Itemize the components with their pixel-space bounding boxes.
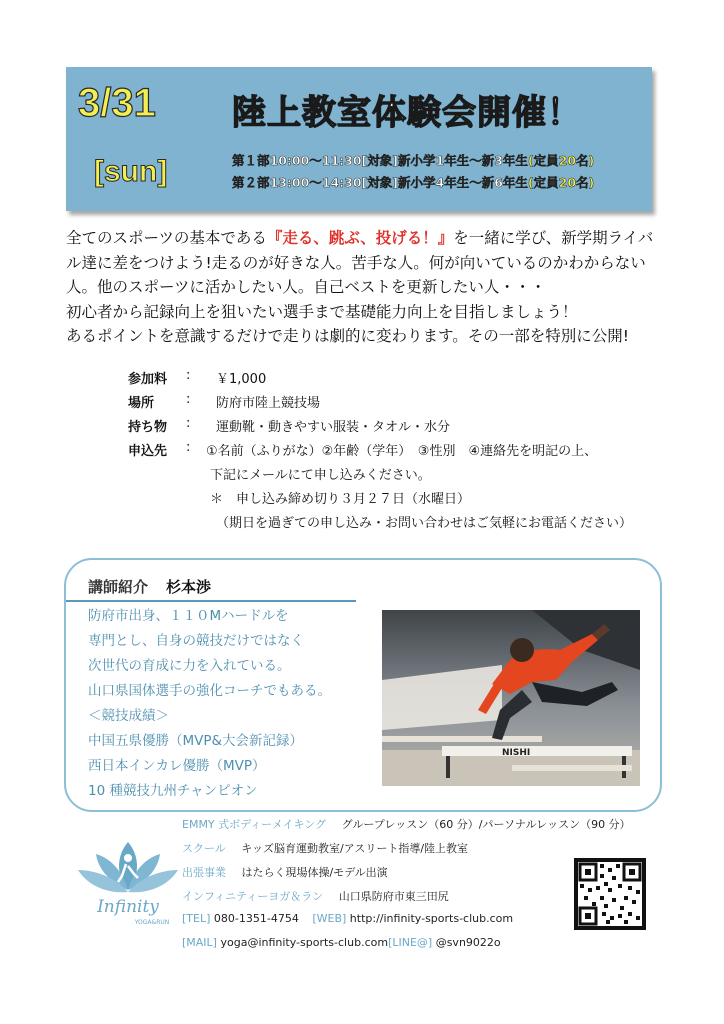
intro-text [66,226,666,349]
bio-line: 山口県国体選手の強化コーチでもある。 [88,683,331,699]
session-2-capacity: (定員20名) [527,175,595,190]
apply-label: 申込先 [128,444,168,459]
place-value: 防府市陸上競技場 [216,396,321,411]
event-title: 陸上教室体験会開催！ [232,93,582,133]
intro-highlight: 『走る、跳ぶ、投げる！』 [266,229,454,247]
deadline: ＊ 申し込み締め切り３月２７日（水曜日） [210,492,471,507]
line-id[interactable]: @svn9022o [435,936,501,949]
bio-line: 10 種競技九州チャンピオン [88,783,258,799]
hurdler-image [382,610,640,786]
intro-pre: 全てのスポーツの基本である [66,229,267,247]
items-label: 持ち物 [128,420,168,435]
footer-contact [182,912,513,925]
items-value: 運動靴・動きやすい服装・タオル・水分 [216,420,451,435]
session-2-text: 第２部13:00～14:30[対象]新小学4年生～新6年生 [232,175,528,190]
mail-link[interactable]: yoga@infinity-sports-club.com [220,936,389,949]
apply-value-2: 下記にメールにて申し込みください。 [210,468,431,483]
mail-label: [MAIL] [182,936,217,949]
org-address: 山口県防府市東三田尻 [338,890,449,903]
trip-value: はたらく現場体操/モデル出演 [241,866,388,879]
emmy-value: グループレッスン（60 分）/パーソナルレッスン（90 分） [341,818,631,831]
footer-trip [182,864,388,880]
apply-colon: : [186,440,191,455]
instructor-photo [382,610,640,786]
apply-value-1: ①名前（ふりがな）②年齢（学年） ③性別 ④連絡先を明記の上、 [206,444,598,459]
note: （期日を過ぎての申し込み・お問い合わせはご気軽にお電話ください） [216,516,633,531]
place-label: 場所 [128,396,155,411]
footer-emmy [182,816,631,832]
fee-label: 参加料 [128,372,168,387]
place-colon: : [186,392,191,407]
bio-line: 西日本インカレ優勝（MVP） [88,758,266,774]
heading-underline [66,600,356,602]
school-value: キッズ脳育運動教室/アスリート指導/陸上教室 [241,842,469,855]
footer-school [182,840,468,856]
org-name: インフィニティーヨガ＆ラン [182,890,324,903]
school-label: スクール [182,842,226,855]
bio-line: 防府市出身、１１０Mハードルを [88,608,289,624]
bio-line: 専門とし、自身の競技だけではなく [88,633,304,649]
lotus-icon [72,836,184,928]
line-label: [LINE@] [388,936,433,949]
event-day: [sun] [94,155,168,188]
tel-label: [TEL] [182,912,211,925]
infinity-logo [72,836,184,928]
session-1-capacity: (定員20名) [527,153,595,168]
instructor-bio [88,604,331,804]
fee-value: ￥1,000 [216,372,267,387]
fee-colon: : [186,368,191,383]
instructor-heading-row [88,576,211,597]
logo-subtext: YOGA&RUN [134,919,170,926]
web-label: [WEB] [312,912,347,925]
session-1 [232,151,594,169]
logo-text: Infinity [97,897,159,917]
bio-line: 中国五県優勝（MVP&大会新記録） [88,733,304,749]
bio-line: 次世代の育成に力を入れている。 [88,658,291,674]
instructor-box [64,558,662,812]
bio-line: ＜競技成績＞ [88,708,169,724]
instructor-name: 杉本渉 [166,578,212,596]
web-link[interactable]: http://infinity-sports-club.com [349,912,514,925]
footer-org [182,888,449,904]
trip-label: 出張事業 [182,866,226,879]
intro-post: を一緒に学び、新学期ライバル達に差をつけよう!走るのが好きな人。苦手な人。何が向いているのかわからない人。他のスポーツに活かしたい人。自己ベストを更新したい人・・・ 初心者から記録向上を狙いたい選手まで基礎能力向上を目指しましょう！ あるポイントを意識するだけで走りは劇的に変わります。その一部を特別に公開! [66,229,654,345]
qr-icon [578,862,642,926]
hurdle-label: NISHI [502,748,531,758]
items-colon: : [186,416,191,431]
session-1-text: 第１部10:00～11:30[対象]新小学1年生～新3年生 [232,153,528,168]
instructor-heading: 講師紹介 [88,578,149,596]
tel-value[interactable]: 080-1351-4754 [213,912,299,925]
event-date: 3/31 [78,81,156,125]
footer-mail [182,936,501,949]
session-2 [232,173,594,191]
event-banner [66,67,652,211]
qr-code[interactable] [574,858,646,930]
emmy-label: EMMY 式ボディーメイキング [182,818,327,831]
